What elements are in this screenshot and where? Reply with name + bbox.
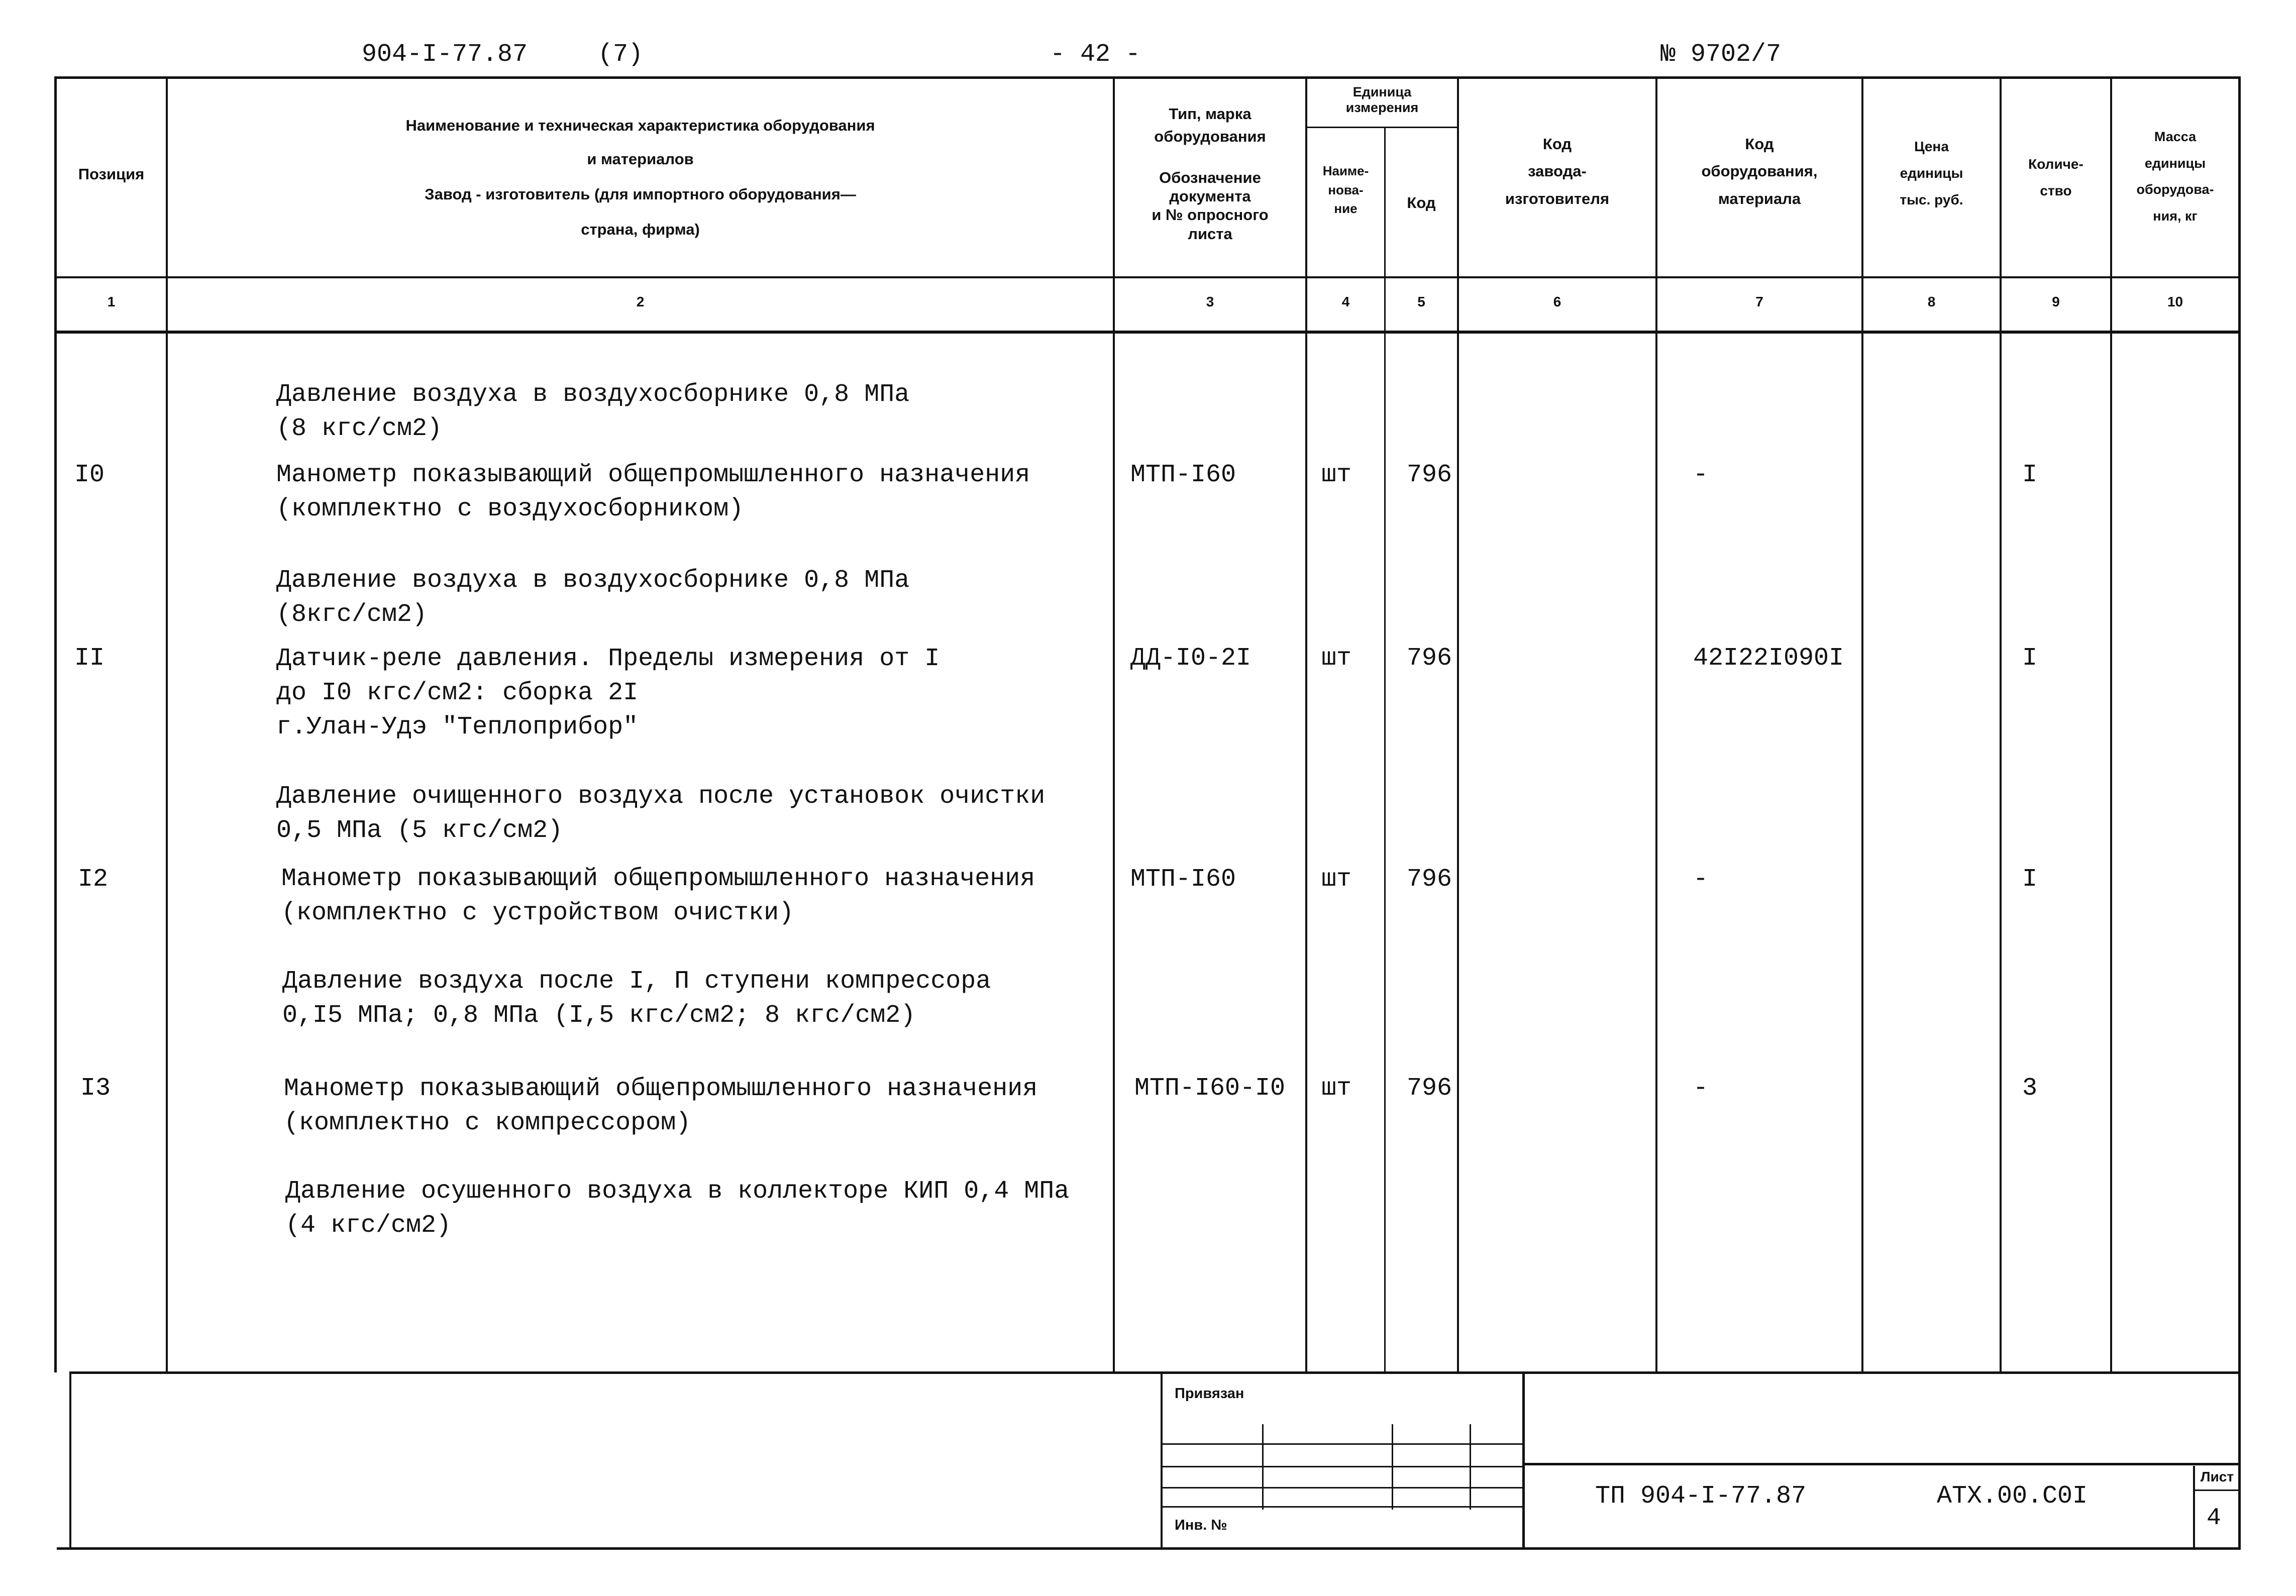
- stamp-attach-left: [1161, 1371, 1163, 1550]
- col-sep-3: [1305, 76, 1307, 1372]
- stamp-attach-row4: [1163, 1506, 1522, 1508]
- item-unit-code: 796: [1407, 644, 1452, 673]
- col-number-6: 6: [1553, 294, 1561, 309]
- stamp-attach-col2: [1392, 1424, 1393, 1510]
- column-numbers-divider: [54, 331, 2240, 334]
- header-quantity: Количе- ство: [2028, 156, 2083, 199]
- item-position: I2: [78, 865, 109, 894]
- col-sep-4: [1384, 127, 1386, 1372]
- stamp-attach-right: [1522, 1371, 1525, 1550]
- col-sep-8: [2000, 76, 2002, 1372]
- col-sep-1: [166, 76, 168, 1372]
- col-sep-6: [1655, 76, 1657, 1372]
- item-type: МТП-I60: [1130, 461, 1236, 489]
- col-sep-7: [1861, 76, 1863, 1372]
- page-label: - 42 -: [1050, 40, 1141, 69]
- col-number-7: 7: [1755, 294, 1763, 309]
- item-quantity: I: [2022, 644, 2038, 673]
- col-sep-9: [2110, 76, 2112, 1372]
- stamp-project-code: ТП 904-I-77.87: [1595, 1482, 1807, 1511]
- item-unit: шт: [1321, 461, 1352, 489]
- col-number-2: 2: [636, 294, 645, 309]
- stamp-top-border: [69, 1371, 2241, 1374]
- stamp-left-border: [69, 1371, 71, 1550]
- item-type: МТП-I60-I0: [1134, 1074, 1286, 1103]
- item-equipment-code: 42I22I090I: [1693, 644, 1844, 673]
- item-description: Манометр показывающий общепромышленного назначения (комплектно с устройством очистки): [281, 865, 1035, 927]
- header-document: Обозначение документа и № опросного листа: [1152, 169, 1269, 243]
- inventory-number: № 9702/7: [1660, 40, 1782, 69]
- stamp-sheet-divider: [2195, 1489, 2239, 1491]
- stamp-attach-col1: [1262, 1424, 1264, 1510]
- item-position: I0: [74, 461, 105, 489]
- group-heading: Давление воздуха в воздухосборнике 0,8 МПа (8 кгс/см2): [276, 380, 910, 443]
- col-number-4: 4: [1341, 294, 1350, 309]
- header-name-line3: Завод - изготовитель (для импортного оборудования—: [425, 185, 856, 203]
- item-type: ДД-I0-2I: [1130, 644, 1251, 673]
- group-heading: Давление воздуха после I, П ступени компрессора 0,I5 МПа; 0,8 МПа (I,5 кгс/см2; 8 кгс/см2): [282, 967, 991, 1030]
- stamp-inventory-label: Инв. №: [1175, 1517, 1227, 1533]
- header-name-line1: Наименование и техническая характеристика оборудования: [405, 117, 875, 134]
- item-unit-code: 796: [1407, 1074, 1452, 1103]
- col-number-1: 1: [107, 294, 116, 309]
- header-equipment-code: Код оборудования, материала: [1701, 135, 1818, 207]
- item-equipment-code: -: [1693, 1074, 1709, 1103]
- stamp-attach-row1: [1163, 1443, 1522, 1445]
- stamp-attached-label: Привязан: [1175, 1386, 1244, 1402]
- group-heading: Давление воздуха в воздухосборнике 0,8 МПа (8кгс/см2): [276, 566, 910, 629]
- stamp-attach-col3: [1470, 1424, 1471, 1510]
- header-unit: Единица измерения: [1345, 84, 1419, 116]
- header-mass: Масса единицы оборудова- ния, кг: [2136, 129, 2214, 224]
- col-number-8: 8: [1927, 294, 1936, 309]
- stamp-right-border: [2238, 1371, 2241, 1550]
- header-unit-name: Наиме- нова- ние: [1322, 163, 1369, 217]
- col-number-5: 5: [1417, 294, 1425, 309]
- item-unit: шт: [1321, 865, 1352, 894]
- stamp-project-top: [1525, 1463, 2241, 1465]
- doc-code: 904-I-77.87: [362, 40, 528, 69]
- col-number-10: 10: [2167, 294, 2183, 309]
- header-divider: [54, 276, 2240, 278]
- table-right-border: [2238, 76, 2241, 1372]
- stamp-document-code: АТХ.00.С0I: [1937, 1482, 2088, 1511]
- stamp-attach-row2: [1163, 1466, 1522, 1467]
- stamp-bottom-border: [57, 1547, 2241, 1550]
- col-number-9: 9: [2052, 294, 2060, 309]
- header-maker-code: Код завода- изготовителя: [1505, 135, 1610, 207]
- item-equipment-code: -: [1693, 865, 1709, 894]
- item-quantity: I: [2022, 461, 2038, 489]
- table-left-border: [54, 76, 57, 1372]
- item-equipment-code: -: [1693, 461, 1709, 489]
- header-position: Позиция: [78, 165, 145, 183]
- item-description: Манометр показывающий общепромышленного назначения (комплектно с компрессором): [284, 1075, 1038, 1137]
- header-type: Тип, марка оборудования: [1154, 105, 1266, 145]
- item-position: I3: [80, 1074, 111, 1103]
- header-unit-code: Код: [1407, 194, 1436, 211]
- item-quantity: 3: [2022, 1074, 2038, 1103]
- item-position: II: [74, 644, 105, 673]
- item-unit-code: 796: [1407, 461, 1452, 489]
- group-heading: Давление осушенного воздуха в коллекторе КИП 0,4 МПа (4 кгс/см2): [285, 1177, 1070, 1240]
- unit-group-divider: [1305, 127, 1457, 128]
- col-sep-5: [1457, 76, 1459, 1372]
- item-type: МТП-I60: [1130, 865, 1236, 894]
- item-quantity: I: [2022, 865, 2038, 894]
- doc-part: (7): [598, 40, 644, 69]
- stamp-sheet-number: 4: [2207, 1505, 2221, 1532]
- header-price: Цена единицы тыс. руб.: [1900, 139, 1963, 208]
- group-heading: Давление очищенного воздуха после установок очистки 0,5 МПа (5 кгс/см2): [276, 782, 1046, 845]
- item-unit: шт: [1321, 644, 1352, 673]
- col-number-3: 3: [1206, 294, 1214, 309]
- stamp-attach-row3: [1163, 1487, 1522, 1488]
- item-unit: шт: [1321, 1074, 1352, 1103]
- header-name-line4: страна, фирма): [581, 221, 700, 238]
- item-unit-code: 796: [1407, 865, 1452, 894]
- stamp-sheet-label: Лист: [2200, 1469, 2234, 1484]
- table-top-border: [54, 76, 2240, 79]
- header-name-line2: и материалов: [587, 150, 694, 168]
- item-description: Датчик-реле давления. Пределы измерения от I до I0 кгс/см2: сборка 2I г.Улан-Удэ "Теплоприбор": [276, 645, 940, 741]
- item-description: Манометр показывающий общепромышленного назначения (комплектно с воздухосборником): [276, 461, 1030, 523]
